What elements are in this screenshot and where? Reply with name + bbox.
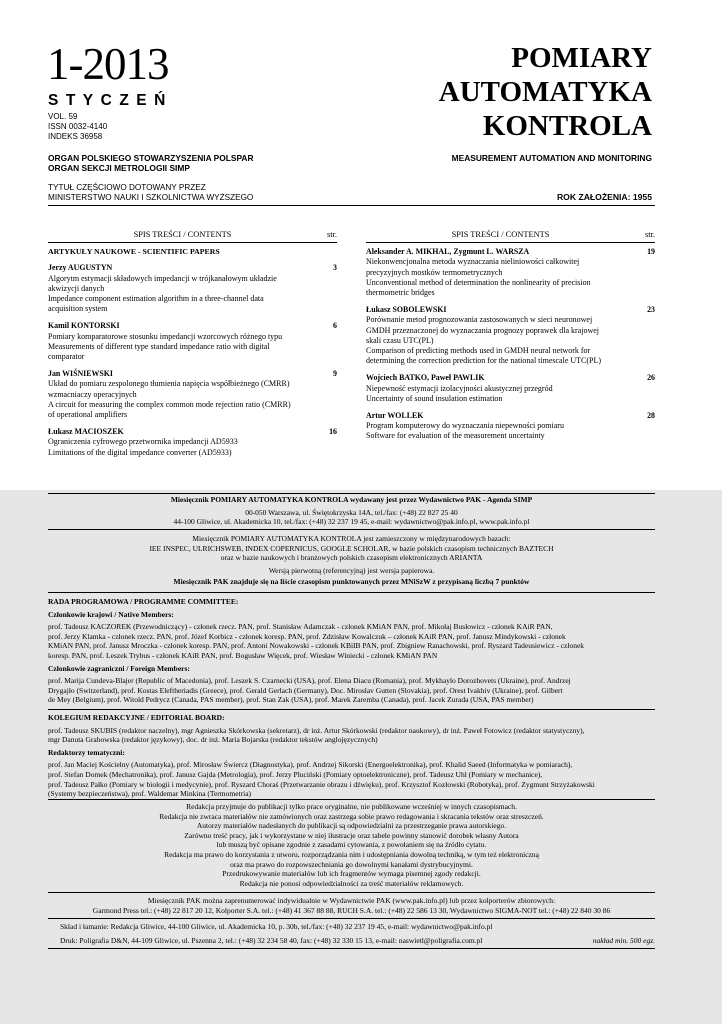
circulation-note: nakład min. 500 egz. <box>592 935 655 945</box>
toc-entry-title-line: Uncertainty of sound insulation estimation <box>366 393 503 403</box>
toc-right-entries <box>366 247 655 441</box>
toc-entry-title-line: Impedance component estimation algorithm in a three-channel data <box>48 294 264 304</box>
toc-entry-page: 6 <box>333 321 337 331</box>
toc-heading <box>366 230 655 240</box>
committee-foreign-members <box>48 676 655 705</box>
toc-entry <box>48 369 337 420</box>
toc-entry-title-line: skali czasu UTC(PL) <box>366 335 434 345</box>
organ-english: MEASUREMENT AUTOMATION AND MONITORING <box>451 153 652 163</box>
toc-entry-title-line: Software for evaluation of the measurement uncertainty <box>366 431 545 441</box>
issn: ISSN 0032-4140 <box>48 122 108 131</box>
toc-entry <box>366 247 655 298</box>
imprint-divider <box>48 493 655 494</box>
indexing-points: Miesięcznik PAK znajduje się na liście czasopism punktowanych przez MNiSzW z przypisaną liczbą 7 punktów <box>173 577 530 587</box>
toc-entry-title-line: Ograniczenia cyfrowego przetwornika impedancji AD5933 <box>48 437 238 447</box>
toc-entry-page: 19 <box>647 247 655 257</box>
index-number: INDEKS 36958 <box>48 132 103 141</box>
toc-entry <box>366 373 655 404</box>
editorial-heading: KOLEGIUM REDAKCYJNE / EDITORIAL BOARD: <box>48 713 225 722</box>
publisher-contact: 44-100 Gliwice, ul. Akademicka 10, tel./fax: (+48) 32 237 19 45, e-mail: wydawnictwo@pak.info.pl, www.pak.info.pl <box>173 517 530 527</box>
subscription-info <box>48 896 655 915</box>
publisher-address: 00-050 Warszawa, ul. Świętokrzyska 14A, tel./fax: (+48) 22 827 25 40 <box>245 507 458 517</box>
toc-entry-title-line: thermometric bridges <box>366 288 435 298</box>
issue-month: STYCZEŃ <box>48 92 173 109</box>
toc-entry-title-line: Algorytm estymacji składowych impedancji w trójkanałowym układzie <box>48 273 277 283</box>
editorial-line: prof. Jan Maciej Kościelny (Automatyka), prof. Mirosław Świercz (Diagnostyka), prof. Andrzej Sikorski (Energoelektronika), prof. Khalid Saeed (Informatyka w pomiarach), <box>48 760 573 770</box>
imprint-divider <box>48 799 655 800</box>
title-line: KONTROLA <box>482 110 652 142</box>
print-line-row <box>60 936 655 946</box>
committee-subheading: Członkowie zagraniczni / Foreign Members: <box>48 663 190 673</box>
committee-national-members <box>48 622 655 660</box>
toc-entry-author-row <box>48 263 337 273</box>
toc-entry-author: Artur WOLLEK <box>366 411 424 421</box>
policy-line: Przedrukowywanie materiałów lub ich fragmentów wymaga pisemnej zgody redakcji. <box>222 869 481 879</box>
policy-line: Redakcja nie zwraca materiałów nie zamówionych oraz zastrzega sobie prawo redagowania i skracania tekstów oraz streszczeń. <box>159 811 544 821</box>
editorial-line: mgr Danuta Grabowska (redaktor językowy), doc. dr inż. Maria Bojarska (redaktor tekstów anglojęzycznych) <box>48 735 378 745</box>
toc-entry-author: Aleksander A. MIKHAL, Zygmunt L. WARSZA <box>366 247 530 257</box>
committee-line: koresp. PAN, prof. Leszek Trybus - członek KAiR PAN, prof. Bogusław Więcek, prof. Wiesław Winiecki - członek KMiAN PAN <box>48 650 438 660</box>
toc-entry-page: 28 <box>647 411 655 421</box>
toc-entry-title-line: comparator <box>48 352 85 362</box>
toc-entry-page: 3 <box>333 263 337 273</box>
toc-entry-author-row <box>366 373 655 383</box>
imprint-divider <box>48 529 655 530</box>
toc-entry-title-line: precyzyjnych mostków termometrycznych <box>366 267 503 277</box>
policy-line: Autorzy materiałów nadesłanych do publikacji są odpowiedzialni za przestrzeganie prawa autorskiego. <box>196 821 507 831</box>
editorial-subheading: Redaktorzy tematyczni: <box>48 747 125 757</box>
indexing-line: oraz w bazie naukowych i branżowych polskich czasopism elektronicznych ARIANTA <box>220 553 483 563</box>
policy-line: oraz ma prawo do rozpowszechniania go dowolnymi kanałami dystrybucyjnymi. <box>230 859 473 869</box>
subscription-distributors: Garmond Press tel.: (+48) 22 817 20 12, Kolporter S.A. tel.: (+48) 41 367 88 88, RUCH S.A. tel.: (+48) 22 586 13 30, Wydawnictwo SIGMA-NOT tel.: (+48) 22 840 30 86 <box>92 905 611 915</box>
toc-entry-title-line: Niepewność estymacji izolacyjności akustycznej przegród <box>366 383 553 393</box>
toc-entry-title-line: Pomiary komparatorowe stosunku impedancji wzorcowych różnego typu <box>48 331 283 341</box>
publisher-info <box>48 495 655 527</box>
toc-entry-title-line: akwizycji danych <box>48 283 105 293</box>
journal-identifiers <box>48 112 107 142</box>
committee-line: KMiAN PAN, prof. Janusz Mroczka - członek koresp. PAN, prof. Antoni Nowakowski - członek KBiIB PAN, prof. Zbigniew Ranachowski, prof. Ryszard Tadeusiewicz - członek <box>48 641 585 651</box>
toc-left-column <box>48 230 337 465</box>
funding-line: MINISTERSTWO NAUKI I SZKOLNICTWA WYŻSZEGO <box>48 193 254 202</box>
editorial-members <box>48 726 655 745</box>
organ-polish <box>48 153 254 173</box>
thematic-editors <box>48 760 655 798</box>
toc-entry-page: 9 <box>333 369 337 379</box>
committee-heading: RADA PROGRAMOWA / PROGRAMME COMMITTEE: <box>48 597 239 606</box>
policy-line: Redakcja ma prawo do korzystania z utworu, rozporządzania nim i udostępniania dowolną techniką, w tym też elektroniczną <box>164 849 539 859</box>
toc-entry <box>48 321 337 362</box>
toc-divider <box>48 242 337 243</box>
toc-entry <box>366 411 655 442</box>
toc-right-column <box>366 230 655 449</box>
toc-entry-title-line: A circuit for measuring the complex common mode rejection ratio (CMRR) <box>48 399 291 409</box>
toc-entry-title-line: Porównanie metod prognozowania zastosowanych w sieci neuronowej <box>366 315 593 325</box>
title-line: POMIARY <box>511 42 652 74</box>
typesetting-line: Skład i łamanie: Redakcja Gliwice, 44-100 Gliwice, ul. Akademicka 10, p. 30b, tel./fax: (+48) 32 237 19 45, e-mail: wydawnictwo@pak.info.pl <box>60 922 493 931</box>
toc-entry-title-line: Measurements of different type standard impedance ratio with digital <box>48 341 270 351</box>
toc-section-title: ARTYKUŁY NAUKOWE - SCIENTIFIC PAPERS <box>48 247 220 257</box>
printing-house-line: Druk: Poligrafia D&N, 44-109 Gliwice, ul. Pszenna 2, tel.: (+48) 32 234 58 40, fax: (+48) 32 330 15 13, e-mail: naswietl@poligrafia.com.pl <box>60 935 483 945</box>
toc-entry-author: Jerzy AUGUSTYN <box>48 263 113 273</box>
toc-entry-title-line: Układ do pomiaru zespolonego tłumienia napięcia współbieżnego (CMRR) <box>48 379 290 389</box>
toc-entry-author-row <box>366 305 655 315</box>
editorial-line: prof. Stefan Domek (Mechatronika), prof. Janusz Gajda (Metrologia), prof. Jerzy Pluciński (Pomiary optoelektroniczne), prof. Tadeusz Uhl (Pomiary w mechanice), <box>48 769 543 779</box>
imprint-divider <box>48 709 655 710</box>
editorial-board <box>48 713 655 799</box>
toc-entry-title-line: Limitations of the digital impedance converter (AD5933) <box>48 447 232 457</box>
toc-entry-author-row <box>366 247 655 257</box>
toc-entry-author: Jan WIŚNIEWSKI <box>48 369 113 379</box>
committee-subheading: Członkowie krajowi / Native Members: <box>48 609 174 619</box>
toc-divider <box>366 242 655 243</box>
toc-page-label: str. <box>644 230 655 239</box>
editorial-line: prof. Tadeusz SKUBIS (redaktor naczelny), mgr Agnieszka Skórkowska (sekretarz), dr inż. Artur Skórkowski (redaktor naukowy), dr inż. Paweł Fotowicz (redaktor statystyczny), <box>48 725 585 735</box>
toc-entry-author-row <box>48 369 337 379</box>
committee-line: prof. Tadeusz KACZOREK (Przewodniczący) - członek rzecz. PAN, prof. Stanisław Adamczak - członek KMiAN PAN, prof. Mikołaj Busłowicz - członek KAiR PAN, <box>48 622 553 632</box>
toc-entry-author-row <box>366 411 655 421</box>
committee-line: Drygajło (Switzerland), prof. Kostas Eleftheriadis (Greece), prof. Gerald Gerlach (Germany), Doc. Miroslav Gutten (Slovakia), prof. Orest Ivakhiv (Ukraine), prof. Gilbert <box>48 685 563 695</box>
policy-line: Redakcja przyjmuje do publikacji tylko prace oryginalne, nie publikowane wcześniej w innych czasopismach. <box>186 802 517 811</box>
indexing-line: Miesięcznik POMIARY AUTOMATYKA KONTROLA jest zamieszczony w międzynarodowych bazach: <box>192 534 511 543</box>
toc-entry-title-line: of operational amplifiers <box>48 410 128 420</box>
toc-entry-author: Łukasz MACIOSZEK <box>48 427 124 437</box>
policy-line: lub muszą być opisane zgodnie z zasadami cytowania, z powołaniem się na źródło cytatu. <box>216 840 487 850</box>
toc-entry-author: Wojciech BATKO, Paweł PAWLIK <box>366 373 485 383</box>
title-line: AUTOMATYKA <box>438 76 652 108</box>
toc-entry-title-line: Comparison of predicting methods used in GMDH neural network for <box>366 346 591 356</box>
toc-entry-title-line: Unconventional method of determination the nonlinearity of precision <box>366 277 591 287</box>
imprint-divider <box>48 892 655 893</box>
toc-entry-title-line: wzmacniaczy operacyjnych <box>48 389 137 399</box>
toc-entry-author: Kamil KONTORSKI <box>48 321 120 331</box>
indexing-info <box>48 534 655 587</box>
toc-entry <box>48 263 337 314</box>
imprint-divider <box>48 592 655 593</box>
toc-entry <box>48 427 337 458</box>
toc-entry-page: 23 <box>647 305 655 315</box>
organ-line: ORGAN POLSKIEGO STOWARZYSZENIA POLSPAR <box>48 153 254 163</box>
editorial-policy <box>48 802 655 888</box>
indexing-line: Wersją pierwotną (referencyjną) jest wersja papierowa. <box>268 565 435 575</box>
toc-entry-page: 16 <box>329 427 337 437</box>
toc-entry-title-line: determining the correction prediction for the national timescale UTC(PL) <box>366 356 602 366</box>
editorial-line: (Systemy bezpieczeństwa), prof. Waldemar Minkina (Termometria) <box>48 789 252 799</box>
toc-entry-title-line: Niekonwencjonalna metoda wyznaczania nieliniowości całkowitej <box>366 257 580 267</box>
toc-entry-author-row <box>48 321 337 331</box>
toc-entry-page: 26 <box>647 373 655 383</box>
issue-number: 1-2013 <box>47 39 169 89</box>
programme-committee <box>48 597 655 705</box>
journal-title <box>332 41 652 143</box>
toc-left-entries <box>48 263 337 457</box>
committee-line: de Mey (Belgium), prof. Witold Pedrycz (Canada, PAS member), prof. Stan Zak (USA), prof. Marek Zaremba (Canada), prof. Jacek Zurada (USA, PAS member) <box>48 695 534 705</box>
imprint-divider <box>48 948 655 949</box>
indexing-line: IEE INSPEC, ULRICHSWEB, INDEX COPERNICUS, GOOGLE SCHOLAR, w bazie polskich czasopism technicznych BAZTECH <box>149 543 554 553</box>
toc-entry-author-row <box>48 427 337 437</box>
toc-entry-title-line: GMDH przeznaczonej do wyznaczania prognozy poprawek dla krajowej <box>366 325 600 335</box>
toc-page-label: str. <box>326 230 337 239</box>
volume: VOL. 59 <box>48 112 78 121</box>
policy-line: Redakcja nie ponosi odpowiedzialności za treść materiałów reklamowych. <box>239 878 464 888</box>
imprint-divider <box>48 918 655 919</box>
committee-line: prof. Jerzy Klamka - członek rzecz. PAN, prof. Józef Korbicz - członek koresp. PAN, prof. Zdzisław Kowalczuk – członek KAiR PAN, prof. Janusz Mindykowski - członek <box>48 631 566 641</box>
founded-year: ROK ZAŁOŻENIA: 1955 <box>556 192 652 202</box>
editorial-line: prof. Tadeusz Pałko (Pomiary w biologii i medycynie), prof. Ryszard Choraś (Przetwarzanie obrazu i dźwięku), prof. Krzysztof Kozłowski (Robotyka), prof. Zygmunt Strzyżakowski <box>48 779 595 789</box>
header-divider <box>48 205 655 206</box>
toc-entry-author: Łukasz SOBOLEWSKI <box>366 305 447 315</box>
committee-line: prof. Marija Cundeva-Blajer (Republic of Macedonia), prof. Leszek S. Czarnecki (USA), prof. Elena Diacu (Romania), prof. Mykhaylo Dorozhovets (Ukraine), prof. Andrzej <box>48 676 571 686</box>
toc-heading-text: SPIS TREŚCI / CONTENTS <box>451 230 550 239</box>
subscription-line: Miesięcznik PAK można zaprenumerować indywidualnie w Wydawnictwie PAK (www.pak.info.pl) lub przez kolporterów zbiorowych: <box>147 896 556 905</box>
publisher-line: Miesięcznik POMIARY AUTOMATYKA KONTROLA wydawany jest przez Wydawnictwo PAK - Agenda SIMP <box>170 495 533 504</box>
toc-entry-title-line: Program komputerowy do wyznaczania niepewności pomiaru <box>366 421 564 431</box>
funding-line: TYTUŁ CZĘŚCIOWO DOTOWANY PRZEZ <box>48 183 206 192</box>
funding-note <box>48 183 253 203</box>
organ-line: ORGAN SEKCJI METROLOGII SIMP <box>48 163 190 173</box>
toc-heading <box>48 230 337 240</box>
policy-line: Zarówno treść pracy, jak i wykorzystane w niej ilustracje oraz tabele powinny stanowić dorobek własny Autora <box>184 830 519 840</box>
toc-heading-text: SPIS TREŚCI / CONTENTS <box>133 230 232 239</box>
toc-entry <box>366 305 655 366</box>
print-info <box>48 922 655 945</box>
toc-entry-title-line: acquisition system <box>48 304 108 314</box>
